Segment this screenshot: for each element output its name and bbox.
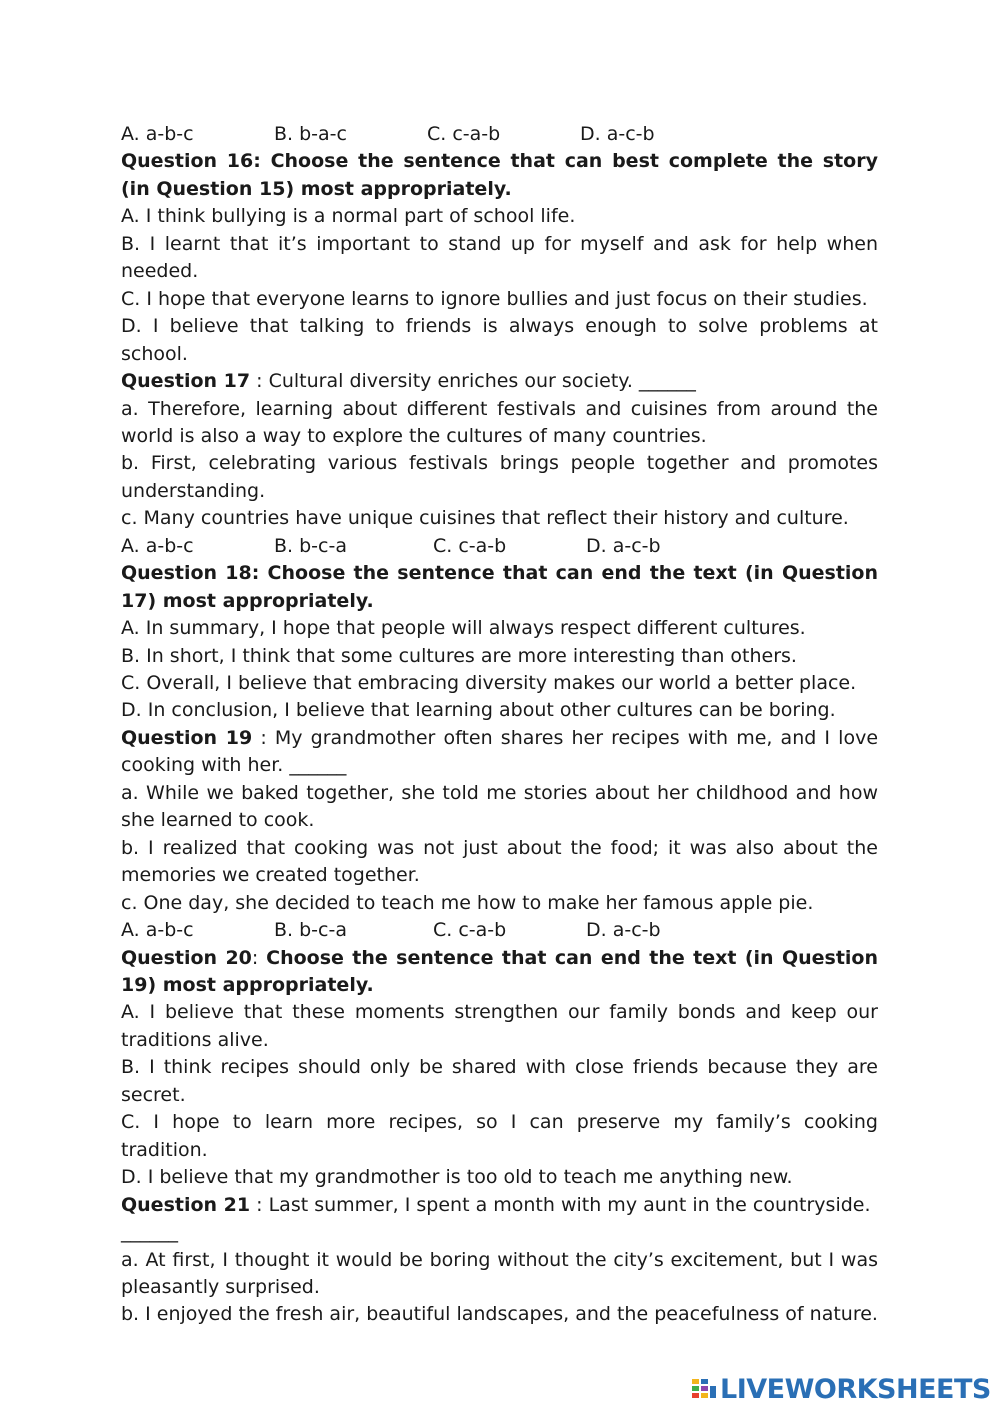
q21-blank[interactable]: ______ — [121, 1221, 178, 1244]
q21-label: Question 21 — [121, 1193, 251, 1216]
q19-prompt: Question 19 : My grandmother often shares her recipes with me, and I love cooking with her. ______ — [121, 726, 879, 777]
q17-sentence-a: a. Therefore, learning about different festivals and cuisines from around the world is also a way to explore the cultures of many countries. — [121, 397, 878, 447]
q20-option-c[interactable]: C. I hope to learn more recipes, so I can preserve my family’s cooking tradition. — [121, 1111, 878, 1161]
q16-option-c[interactable]: C. I hope that everyone learns to ignore bullies and just focus on their studies. — [121, 287, 868, 310]
q16-option-a[interactable]: A. I think bullying is a normal part of school life. — [121, 205, 576, 228]
q21-sentence-b: b. I enjoyed the fresh air, beautiful landscapes, and the peacefulness of nature. — [121, 1303, 878, 1326]
q21-prompt: Question 21 : Last summer, I spent a month with my aunt in the countryside. — [121, 1193, 871, 1216]
q20-option-a[interactable]: A. I believe that these moments strengthen our family bonds and keep our traditions alive. — [121, 1001, 878, 1051]
option-a[interactable]: A. a-b-c — [121, 534, 194, 557]
option-c[interactable]: C. c-a-b — [433, 919, 507, 942]
q18-option-b[interactable]: B. In short, I think that some cultures are more interesting than others. — [121, 644, 797, 667]
q20-option-d[interactable]: D. I believe that my grandmother is too old to teach me anything new. — [121, 1166, 793, 1189]
q16-heading: Question 16: Choose the sentence that can best complete the story (in Question 15) most appropriately. — [121, 150, 878, 200]
option-c[interactable]: C. c-a-b — [433, 534, 507, 557]
liveworksheets-logo[interactable] — [692, 1374, 991, 1406]
option-a[interactable]: A. a-b-c — [121, 123, 194, 145]
q16-option-b[interactable]: B. I learnt that it’s important to stand up for myself and ask for help when needed. — [121, 232, 878, 283]
q19-sentence-b: b. I realized that cooking was not just about the food; it was also about the memories we created together. — [121, 836, 878, 887]
option-d[interactable]: D. a-c-b — [586, 534, 661, 557]
worksheet-content — [121, 121, 878, 1329]
liveworksheets-logo-icon — [692, 1377, 716, 1403]
option-b[interactable]: B. b-c-a — [274, 919, 347, 942]
q20-heading: Question 20: Choose the sentence that can end the text (in Question 19) most appropriately. — [121, 946, 879, 996]
q19-options — [121, 917, 878, 944]
option-c[interactable]: C. c-a-b — [427, 123, 501, 145]
q19-sentence-a: a. While we baked together, she told me stories about her childhood and how she learned to cook. — [121, 781, 878, 832]
q16-option-d[interactable]: D. I believe that talking to friends is always enough to solve problems at school. — [121, 315, 878, 365]
q21-sentence-a: a. At first, I thought it would be boring without the city’s excitement, but I was pleasantly surprised. — [121, 1248, 878, 1298]
q18-option-c[interactable]: C. Overall, I believe that embracing diversity makes our world a better place. — [121, 672, 857, 695]
q18-option-a[interactable]: A. In summary, I hope that people will always respect different cultures. — [121, 617, 806, 640]
q19-sentence-c: c. One day, she decided to teach me how to make her famous apple pie. — [121, 891, 814, 914]
q20-label: Question 20 — [121, 946, 252, 969]
option-d[interactable]: D. a-c-b — [580, 123, 655, 145]
q15-options — [121, 121, 878, 148]
q17-options — [121, 533, 878, 560]
q17-sentence-c: c. Many countries have unique cuisines that reflect their history and culture. — [121, 507, 849, 530]
q18-heading: Question 18: Choose the sentence that can end the text (in Question 17) most appropriately. — [121, 562, 878, 612]
q18-option-d[interactable]: D. In conclusion, I believe that learning about other cultures can be boring. — [121, 699, 836, 722]
q17-label: Question 17 — [121, 370, 251, 393]
brand-name: LIVEWORKSHEETS — [720, 1374, 991, 1405]
option-b[interactable]: B. b-c-a — [274, 534, 347, 557]
q20-option-b[interactable]: B. I think recipes should only be shared with close friends because they are secret. — [121, 1056, 878, 1106]
option-d[interactable]: D. a-c-b — [586, 919, 661, 942]
option-a[interactable]: A. a-b-c — [121, 919, 194, 942]
option-b[interactable]: B. b-a-c — [274, 123, 347, 145]
q17-sentence-b: b. First, celebrating various festivals brings people together and promotes understanding. — [121, 452, 878, 502]
q17-prompt: Question 17 : Cultural diversity enriches our society. ______ — [121, 370, 696, 393]
q19-label: Question 19 — [121, 726, 253, 749]
